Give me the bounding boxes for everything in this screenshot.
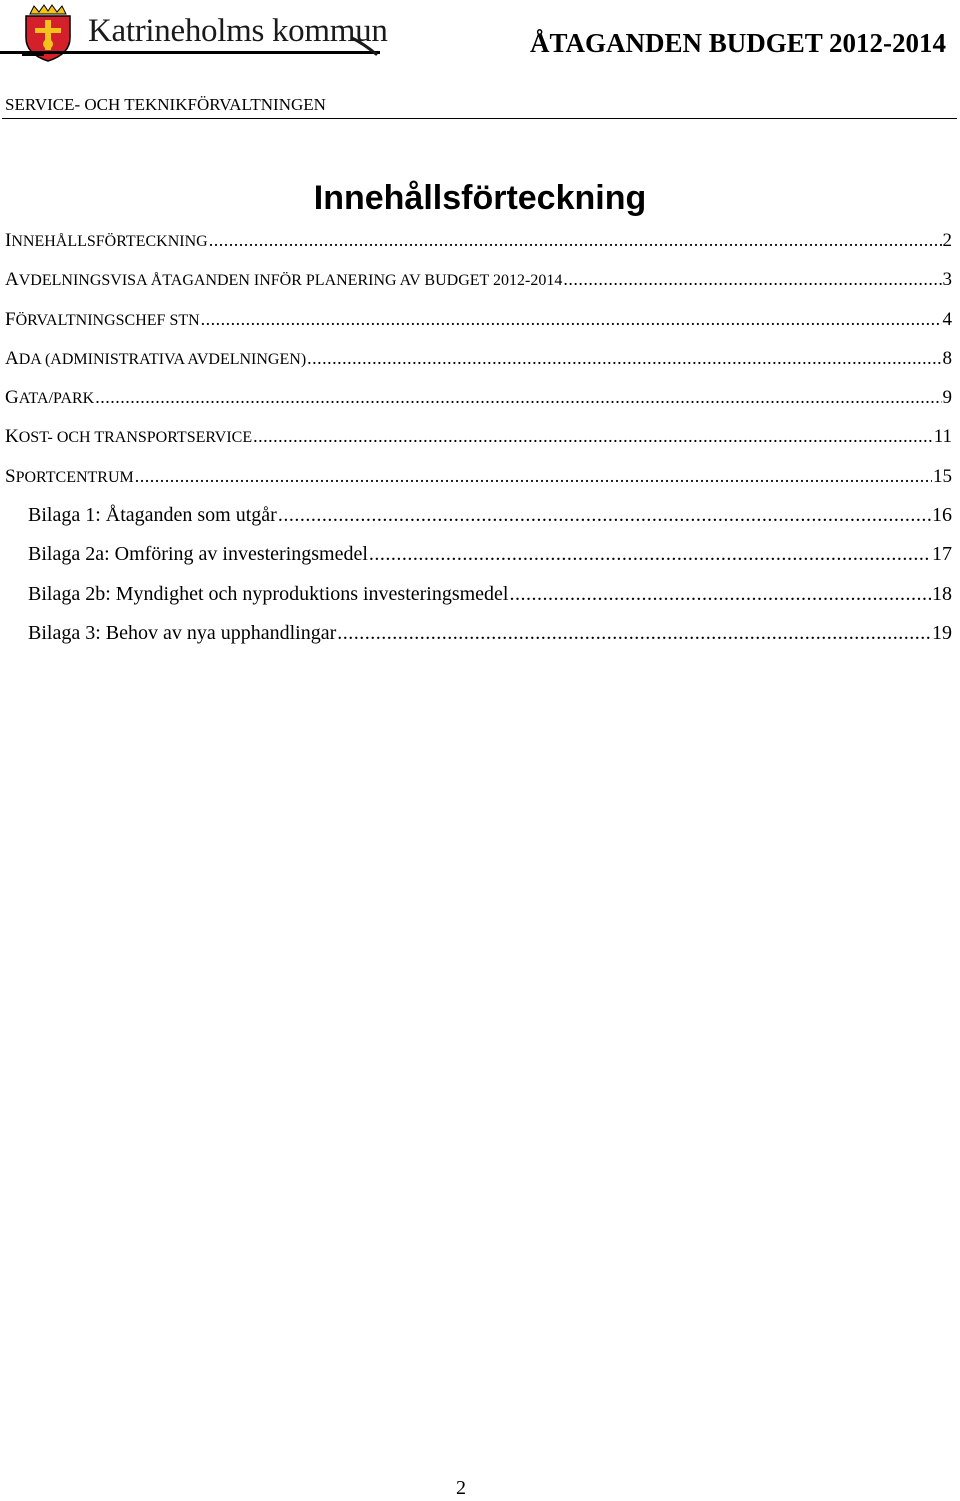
toc-dot-leader	[337, 620, 931, 646]
page-header	[0, 0, 960, 120]
toc-entry-label: AVDELNINGSVISA ÅTAGANDEN INFÖR PLANERING AV BUDGET 2012-2014	[5, 269, 563, 291]
toc-entry-label: INNEHÅLLSFÖRTECKNING	[5, 230, 208, 251]
department-name: SERVICE- OCH TEKNIKFÖRVALTNINGEN	[5, 95, 326, 114]
toc-heading: Innehållsförteckning	[313, 179, 647, 217]
toc-entry-label: ADA (ADMINISTRATIVA AVDELNINGEN)	[5, 347, 307, 369]
toc-entry[interactable]	[5, 381, 952, 420]
toc-entry[interactable]	[5, 460, 952, 499]
toc-entry-page: 11	[933, 426, 952, 448]
page-number: 2	[456, 1477, 466, 1499]
toc-entry[interactable]	[5, 617, 952, 656]
toc-entry-page: 9	[942, 387, 952, 409]
toc-entry[interactable]	[5, 342, 952, 381]
toc-dot-leader	[369, 541, 931, 567]
toc-entry-label: Bilaga 2b: Myndighet och nyproduktions investeringsmedel	[28, 582, 509, 605]
toc-entry-label: Bilaga 2a: Omföring av investeringsmedel	[28, 543, 368, 566]
toc-entry-label: KOST- OCH TRANSPORTSERVICE	[5, 426, 253, 448]
toc-entry[interactable]	[5, 578, 952, 617]
document-title: ÅTAGANDEN BUDGET 2012-2014	[529, 28, 946, 58]
toc-entry[interactable]	[5, 263, 952, 302]
toc-entry-page: 3	[942, 269, 952, 291]
toc-dot-leader	[253, 423, 933, 449]
toc-entry-page: 16	[932, 504, 952, 527]
toc-entry[interactable]	[5, 224, 952, 263]
toc-dot-leader	[278, 502, 931, 528]
header-divider	[2, 118, 957, 119]
toc-entry-label: Bilaga 3: Behov av nya upphandlingar	[28, 621, 337, 644]
toc-entry[interactable]	[5, 303, 952, 342]
toc-entry-page: 15	[933, 465, 952, 487]
toc-entry-label: FÖRVALTNINGSCHEF STN	[5, 308, 200, 330]
toc-entry-page: 4	[942, 308, 952, 330]
toc-entry-page: 2	[942, 230, 952, 251]
logo-swoosh-icon	[350, 34, 380, 56]
toc-dot-leader	[307, 345, 941, 371]
toc-dot-leader	[209, 227, 942, 253]
toc-entry-page: 17	[932, 543, 952, 566]
toc-entry-label: GATA/PARK	[5, 387, 95, 409]
toc-dot-leader	[563, 266, 941, 292]
toc-entry-label: SPORTCENTRUM	[5, 465, 134, 487]
toc-dot-leader	[135, 463, 932, 489]
toc-entry-label: Bilaga 1: Åtaganden som utgår	[28, 504, 277, 527]
toc-dot-leader	[201, 306, 942, 332]
toc-entry[interactable]	[5, 538, 952, 577]
toc-entry-page: 8	[942, 347, 952, 369]
table-of-contents	[5, 224, 952, 656]
toc-entry-page: 18	[932, 582, 952, 605]
toc-entry-page: 19	[932, 621, 952, 644]
toc-entry[interactable]	[5, 420, 952, 459]
toc-dot-leader	[95, 384, 941, 410]
logo-underline	[0, 51, 380, 54]
toc-entry[interactable]	[5, 499, 952, 538]
organization-logo-text: Katrineholms kommun	[88, 13, 388, 49]
toc-dot-leader	[510, 581, 932, 607]
